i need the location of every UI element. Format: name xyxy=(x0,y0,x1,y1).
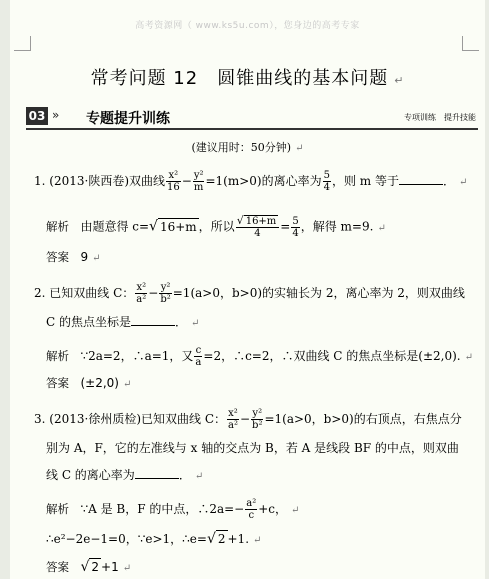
return-mark-icon: ↵ xyxy=(191,318,200,329)
return-mark-icon: ↵ xyxy=(92,253,101,264)
q1-frac-ecc: $\frac{5}{4}$ xyxy=(323,170,330,193)
q2-solution-label: 解析 xyxy=(46,349,69,363)
q2-answer-blank xyxy=(131,313,175,326)
return-mark-icon: ↵ xyxy=(464,352,474,363)
q1-answer-value: 9 xyxy=(80,250,89,264)
q1-text-b: ，则 m 等于 xyxy=(331,174,399,188)
q1-answer-blank xyxy=(399,172,443,185)
q1-eq-tail: =1(m>0)的离心率为 xyxy=(205,174,322,188)
watermark: 高考资源网（ www.ks5u.com），您身边的高考专家 xyxy=(135,21,360,31)
q2-frac-y: $\frac{\text{y²}}{\text{b²}}$ xyxy=(160,282,171,305)
q3-solution-line2: ∴e²−2e−1=0，∵e>1，∴e=√ 2 +1. ↵ xyxy=(46,531,262,547)
q1-statement: 1. (2013·陕西卷)双曲线 $\frac{\text{x²}}{16}$ − $\frac{\text{y²}}{m}$ =1(m>0)的离心率为 $\frac{5}{4}$ ，则 m 等于 ． ↵ xyxy=(34,170,468,193)
document-page xyxy=(10,0,485,579)
q3-frac-x: $\frac{\text{x²}}{\text{a²}}$ xyxy=(228,408,238,431)
q3-statement: 3. (2013·徐州质检)已知双曲线 C： $\frac{\text{x²}}{\text{a²}}$ − $\frac{\text{y²}}{\text{b²}}$ =1(a>0，b>0)的右顶点，右焦点分 xyxy=(34,408,462,431)
q3-answer: 答案 √ 2 +1 ↵ xyxy=(46,559,132,575)
time-note xyxy=(10,140,485,157)
q1-frac-y: $\frac{\text{y²}}{m}$ xyxy=(193,170,204,193)
q2-answer xyxy=(46,375,131,393)
section-right-text: 专项训练 提升技能 xyxy=(404,113,476,122)
page-title xyxy=(10,64,485,90)
q1-sol-frac: $\frac{√ 16+m}{4}$ xyxy=(236,215,280,239)
q2-sol-frac: $\frac{c}{a}$ xyxy=(195,345,202,368)
q1-text: 双曲线 xyxy=(129,174,166,188)
q3-answer-sqrt: 2 xyxy=(91,560,100,574)
return-mark-icon: ↵ xyxy=(459,177,468,188)
q1-solution: 解析 由题意得 c=√ 16+m ，所以 $\frac{√ 16+m}{4}$ = $\frac{5}{4}$ ，解得 m=9. ↵ xyxy=(46,214,386,239)
return-mark-icon: ↵ xyxy=(122,379,132,390)
return-mark-icon: ↵ xyxy=(194,471,204,482)
q2-statement-line2: C 的焦点坐标是 ． ↵ xyxy=(46,315,200,329)
q1-number: 1. xyxy=(34,174,46,188)
q3-sol-frac: $\frac{\text{a²}}{c}$ xyxy=(246,498,257,521)
q3-number: 3. xyxy=(34,412,46,426)
return-mark-icon: ↵ xyxy=(291,505,300,516)
q3-sqrt: 2 xyxy=(217,532,226,546)
q1-answer-label: 答案 xyxy=(46,250,69,264)
q1-solution-label: 解析 xyxy=(46,219,69,234)
q2-frac-x: $\frac{\text{x²}}{\text{a²}}$ xyxy=(136,282,147,305)
q3-statement-line3: 线 C 的离心率为 ． ↵ xyxy=(46,468,204,482)
section-number-badge: 03 xyxy=(26,107,48,125)
section-banner xyxy=(26,104,478,130)
q3-solution: 解析 ∵A 是 B，F 的中点，∴2a=− $\frac{\text{a²}}{c}$ +c， ↵ xyxy=(46,498,300,521)
q3-solution-label: 解析 xyxy=(46,502,69,516)
q1-sol-frac-ecc: $\frac{5}{4}$ xyxy=(292,215,299,239)
page-corner-mark-right xyxy=(462,36,479,51)
q2-statement: 2. 已知双曲线 C： $\frac{\text{x²}}{\text{a²}}$ − $\frac{\text{y²}}{\text{b²}}$ =1(a>0，b>0)的实轴长为 2，离心率为 2，则双曲线 xyxy=(34,282,465,305)
q1-answer xyxy=(46,249,100,267)
q2-answer-label: 答案 xyxy=(46,376,69,390)
double-arrow-icon: » xyxy=(52,108,60,122)
q2-solution: 解析 ∵2a=2，∴a=1，又 $\frac{c}{a}$ =2，∴c=2，∴双曲线 C 的焦点坐标是(±2,0). ↵ xyxy=(46,345,474,368)
return-mark-icon: ↵ xyxy=(295,143,304,154)
return-mark-icon: ↵ xyxy=(253,535,262,546)
q1-source: (2013·陕西卷) xyxy=(49,174,129,188)
q3-answer-blank xyxy=(135,466,179,479)
return-mark-icon: ↵ xyxy=(377,222,386,234)
time-note-text: (建议用时：50分钟) xyxy=(191,141,292,154)
q1-frac-x: $\frac{\text{x²}}{16}$ xyxy=(167,170,180,193)
q3-source: (2013·徐州质检) xyxy=(49,412,141,426)
return-mark-icon: ↵ xyxy=(122,563,132,574)
title-text: 常考问题 12 圆锥曲线的基本问题 xyxy=(90,68,389,89)
q3-answer-label: 答案 xyxy=(46,560,69,574)
section-label: 专题提升训练 xyxy=(86,111,170,127)
page-corner-mark-left xyxy=(14,36,31,51)
q2-number: 2. xyxy=(34,286,46,300)
q2-answer-value: (±2,0) xyxy=(80,376,119,390)
q3-frac-y: $\frac{\text{y²}}{\text{b²}}$ xyxy=(252,408,263,431)
q3-answer-value: +1 xyxy=(101,560,119,574)
q3-statement-line2: 别为 A，F，它的左准线与 x 轴的交点为 B，若 A 是线段 BF 的中点，则双曲 xyxy=(46,441,459,455)
q1-sqrt: 16+m xyxy=(159,219,197,234)
return-mark-icon: ↵ xyxy=(394,74,405,87)
